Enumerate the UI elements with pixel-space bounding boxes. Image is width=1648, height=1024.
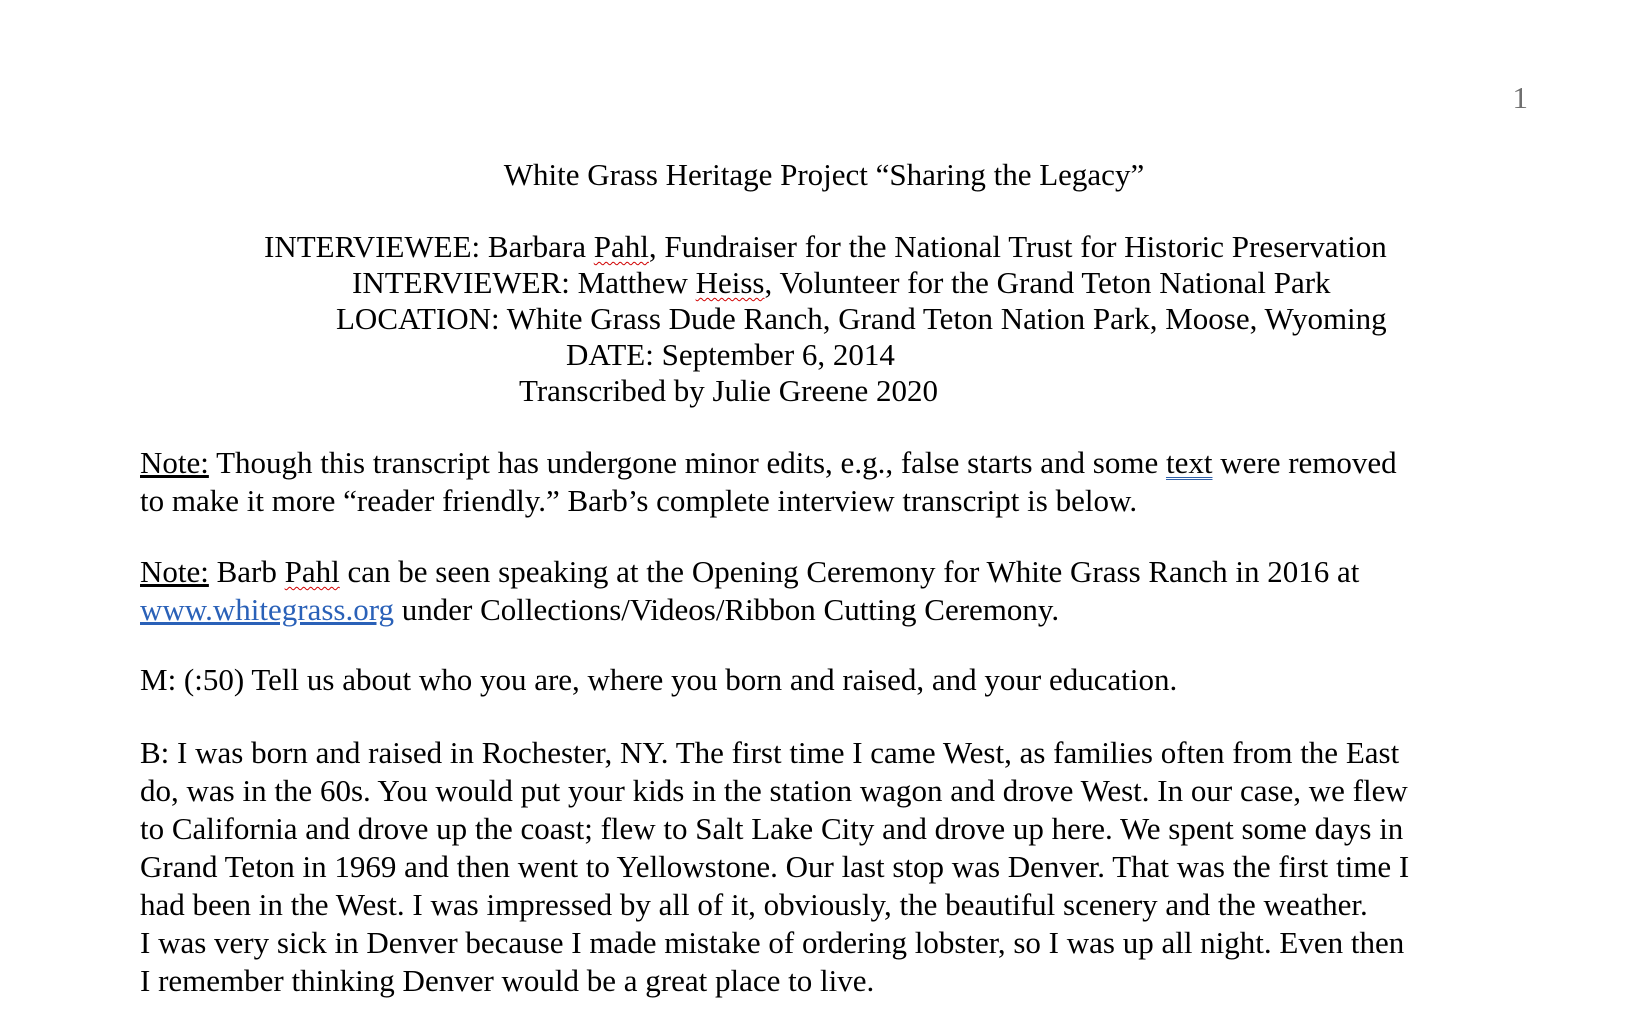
answer-line: had been in the West. I was impressed by all of it, obviously, the beautiful scenery and the weather.: [140, 887, 1368, 922]
date-line: DATE: September 6, 2014: [566, 337, 895, 372]
interviewee-prefix: INTERVIEWEE: Barbara: [264, 229, 594, 264]
answer-line: Grand Teton in 1969 and then went to Yellowstone. Our last stop was Denver. That was the first time I: [140, 849, 1410, 884]
interviewer-suffix: , Volunteer for the Grand Teton National Park: [764, 265, 1331, 300]
interviewer-prefix: INTERVIEWER: Matthew: [352, 265, 696, 300]
location-line: LOCATION: White Grass Dude Ranch, Grand Teton Nation Park, Moose, Wyoming: [336, 301, 1387, 336]
note-paragraph-2: [140, 553, 1520, 629]
note-2-text-a: Barb: [208, 554, 285, 589]
interviewee-name-spellcheck[interactable]: Pahl: [593, 229, 649, 264]
answer-line: I was very sick in Denver because I made mistake of ordering lobster, so I was up all night. Even then: [140, 925, 1405, 960]
note-2-line-1: [140, 553, 1520, 591]
note-1-text-b: were removed: [1212, 445, 1397, 480]
note-1-text-a: Though this transcript has undergone minor edits, e.g., false starts and some: [208, 445, 1166, 480]
note-2-text-b: can be seen speaking at the Opening Ceremony for White Grass Ranch in 2016 at: [339, 554, 1360, 589]
note-2-name-spellcheck[interactable]: Pahl: [284, 554, 340, 589]
note-1-line-1: [140, 444, 1520, 482]
interviewer-line: [352, 264, 1331, 302]
transcribed-line: Transcribed by Julie Greene 2020: [519, 373, 938, 408]
answer-line: B: I was born and raised in Rochester, NY. The first time I came West, as families often from the East: [140, 735, 1400, 770]
note-2-line-2: [140, 591, 1520, 629]
note-2-text-rest: under Collections/Videos/Ribbon Cutting Ceremony.: [394, 592, 1060, 627]
note-paragraph-1: [140, 444, 1520, 520]
question-paragraph: [140, 661, 1520, 699]
note-2-label: Note:: [140, 554, 209, 589]
whitegrass-link[interactable]: www.whitegrass.org: [140, 592, 394, 627]
note-1-label: Note:: [140, 445, 209, 480]
answer-line: do, was in the 60s. You would put your kids in the station wagon and drove West. In our case, we flew: [140, 773, 1408, 808]
note-1-grammar-flag[interactable]: text: [1165, 445, 1213, 480]
note-1-line-2: to make it more “reader friendly.” Barb’s complete interview transcript is below.: [140, 483, 1138, 518]
answer-paragraph: [140, 734, 1520, 1000]
page-number: 1: [1512, 80, 1528, 115]
document-title: White Grass Heritage Project “Sharing the Legacy”: [503, 157, 1145, 192]
interviewee-suffix: , Fundraiser for the National Trust for Historic Preservation: [648, 229, 1387, 264]
answer-line: I remember thinking Denver would be a great place to live.: [140, 963, 875, 998]
question-line: M: (:50) Tell us about who you are, where you born and raised, and your education.: [140, 662, 1178, 697]
interviewer-name-spellcheck[interactable]: Heiss: [695, 265, 765, 300]
answer-line: to California and drove up the coast; flew to Salt Lake City and drove up here. We spent some days in: [140, 811, 1404, 846]
interviewee-line: [264, 228, 1387, 266]
